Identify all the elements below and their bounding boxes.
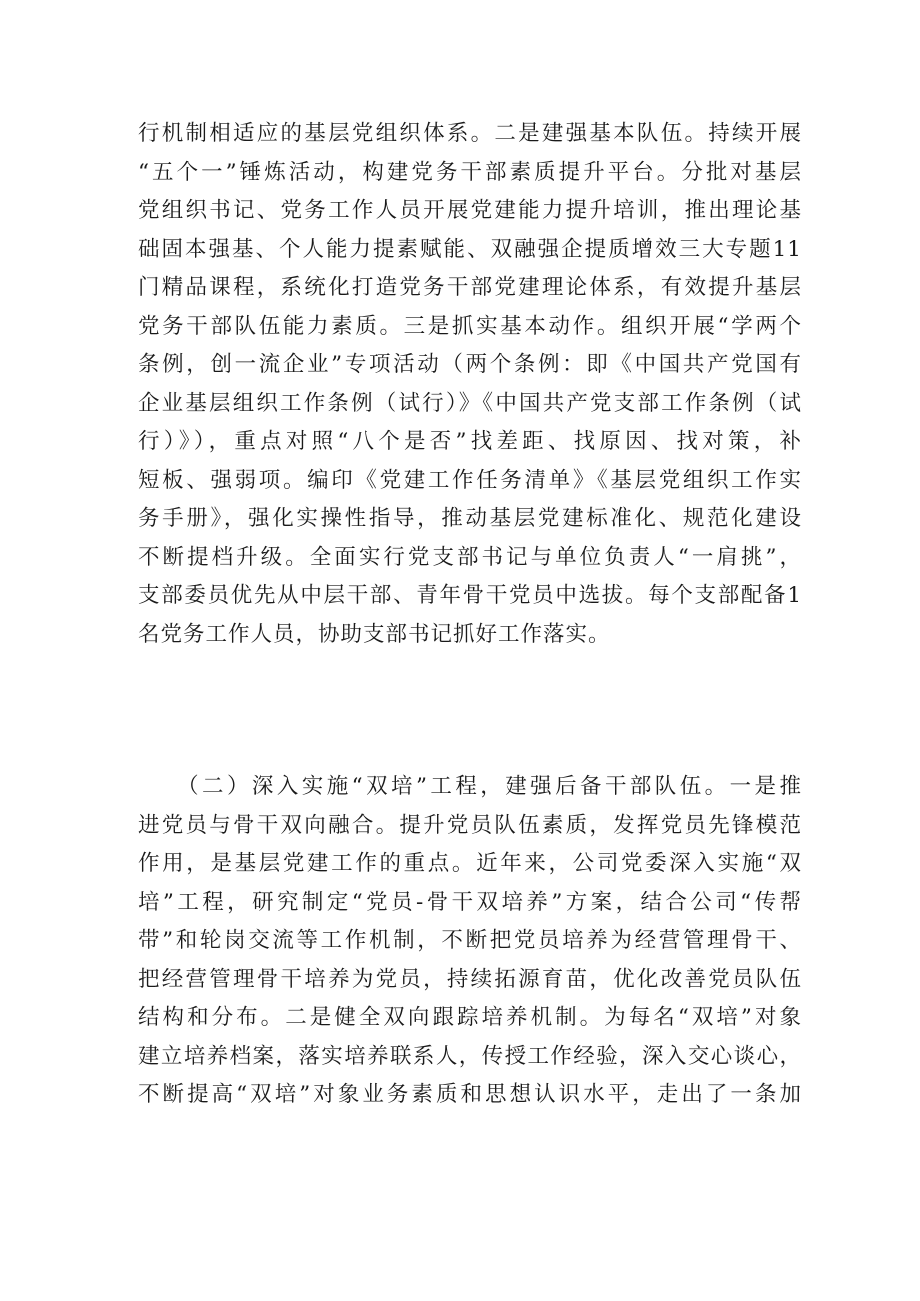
paragraph-line: 行）》），重点对照“八个是否”找差距、找原因、找对策，补 [138,429,802,454]
paragraph-line: 建立培养档案，落实培养联系人，传授工作经验，深入交心谈心， [138,1043,802,1069]
paragraph-line: 不断提档升级。全面实行党支部书记与单位负责人“一肩挑”， [138,544,802,570]
paragraph-line: 党组织书记、党务工作人员开展党建能力提升培训，推出理论基 [138,198,802,223]
paragraph-line: 行机制相适应的基层党组织体系。二是建强基本队伍。持续开展 [138,121,802,146]
paragraph-line: 条例，创一流企业”专项活动（两个条例：即《中国共产党国有 [138,352,802,377]
paragraph-line: 结构和分布。二是健全双向跟踪培养机制。为每名“双培”对象 [138,1005,802,1030]
paragraph-line: 名党务工作人员，协助支部书记抓好工作落实。 [138,621,611,647]
paragraph-line: 不断提高“双培”对象业务素质和思想认识水平，走出了一条加 [138,1082,802,1107]
paragraph-line: 作用，是基层党建工作的重点。近年来，公司党委深入实施“双 [138,851,802,876]
paragraph-2 [138,768,802,1115]
paragraph-line: （二）深入实施“双培”工程，建强后备干部队伍。一是推 [138,774,802,799]
paragraph-line: 短板、强弱项。编印《党建工作任务清单》《基层党组织工作实 [138,467,802,493]
paragraph-line: 务手册》，强化实操性指导，推动基层党建标准化、规范化建设 [138,506,802,531]
paragraph-line: 础固本强基、个人能力提素赋能、双融强企提质增效三大专题11 [138,236,802,262]
paragraph-line: 支部委员优先从中层干部、青年骨干党员中选拔。每个支部配备1 [138,583,802,608]
paragraph-line: 门精品课程，系统化打造党务干部党建理论体系，有效提升基层 [138,275,802,300]
paragraph-line: 进党员与骨干双向融合。提升党员队伍素质，发挥党员先锋模范 [138,812,802,838]
paragraph-line: 企业基层组织工作条例（试行）》《中国共产党支部工作条例（试 [138,390,802,416]
paragraph-1 [138,115,802,654]
paragraph-line: 党务干部队伍能力素质。三是抓实基本动作。组织开展“学两个 [138,313,802,339]
paragraph-line: 培”工程，研究制定“党员-骨干双培养”方案，结合公司“传帮 [138,889,802,915]
paragraph-line: 带”和轮岗交流等工作机制，不断把党员培养为经营管理骨干、 [138,928,802,953]
paragraph-line: “五个一”锤炼活动，构建党务干部素质提升平台。分批对基层 [138,159,802,185]
paragraph-line: 把经营管理骨干培养为党员，持续拓源育苗，优化改善党员队伍 [138,966,802,992]
